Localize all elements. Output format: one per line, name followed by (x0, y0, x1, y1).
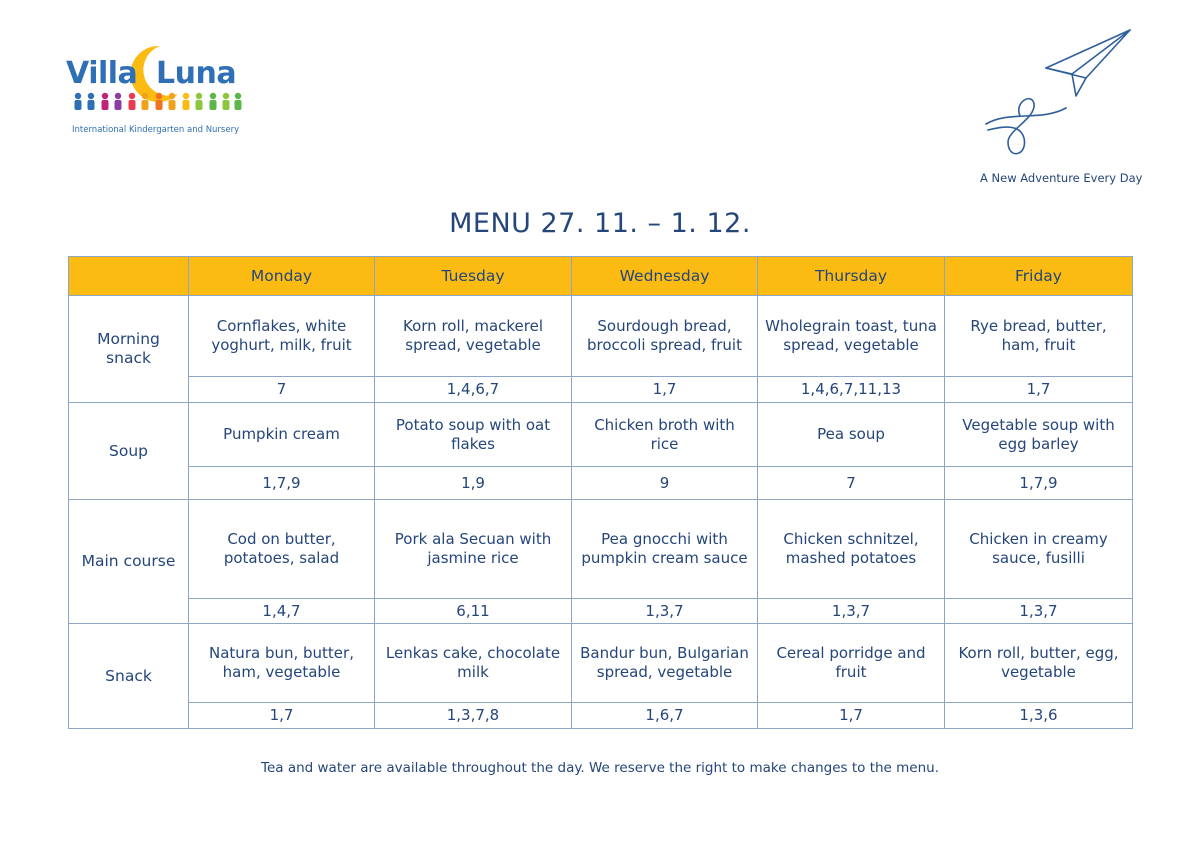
header-row (69, 257, 1133, 296)
dish-cell: Cornflakes, white yoghurt, milk, fruit (189, 296, 375, 377)
day-header-wednesday: Wednesday (572, 257, 758, 296)
logo-subtitle: International Kindergarten and Nursery (72, 125, 240, 135)
allergen-cell: 1,7 (189, 703, 375, 729)
allergen-cell: 1,3,7 (758, 599, 945, 624)
children-row-icon (72, 92, 242, 114)
allergen-cell: 1,7 (945, 377, 1133, 403)
allergen-cell: 1,3,6 (945, 703, 1133, 729)
dish-cell: Bandur bun, Bulgarian spread, vegetable (572, 624, 758, 703)
dish-cell: Lenkas cake, chocolate milk (375, 624, 572, 703)
dish-row-snack (69, 624, 1133, 703)
allergen-cell: 1,3,7 (945, 599, 1133, 624)
dish-row-soup (69, 403, 1133, 467)
dish-cell: Korn roll, mackerel spread, vegetable (375, 296, 572, 377)
day-header-friday: Friday (945, 257, 1133, 296)
allergen-cell: 1,6,7 (572, 703, 758, 729)
dish-row-morning-snack (69, 296, 1133, 377)
menu-table (68, 256, 1133, 729)
dish-row-main-course (69, 500, 1133, 599)
day-header-monday: Monday (189, 257, 375, 296)
dish-cell: Chicken schnitzel, mashed potatoes (758, 500, 945, 599)
dish-cell: Sourdough bread, broccoli spread, fruit (572, 296, 758, 377)
allergen-cell: 1,7,9 (189, 467, 375, 500)
allergen-row-morning-snack (69, 377, 1133, 403)
tagline: A New Adventure Every Day (980, 171, 1143, 185)
dish-cell: Chicken broth with rice (572, 403, 758, 467)
allergen-cell: 1,7,9 (945, 467, 1133, 500)
allergen-cell: 1,4,6,7,11,13 (758, 377, 945, 403)
footer-note: Tea and water are available throughout the day. We reserve the right to make changes to the menu. (261, 760, 939, 776)
day-header-tuesday: Tuesday (375, 257, 572, 296)
corner-cell (69, 257, 189, 296)
row-label-snack: Snack (69, 624, 189, 729)
dish-cell: Pumpkin cream (189, 403, 375, 467)
allergen-row-main-course (69, 599, 1133, 624)
dish-cell: Vegetable soup with egg barley (945, 403, 1133, 467)
row-label-soup: Soup (69, 403, 189, 500)
dish-cell: Potato soup with oat flakes (375, 403, 572, 467)
dish-cell: Korn roll, butter, egg, vegetable (945, 624, 1133, 703)
allergen-cell: 6,11 (375, 599, 572, 624)
allergen-cell: 9 (572, 467, 758, 500)
paper-plane-icon (980, 26, 1140, 162)
logo-word-luna: Luna (156, 56, 237, 91)
dish-cell: Chicken in creamy sauce, fusilli (945, 500, 1133, 599)
allergen-cell: 7 (189, 377, 375, 403)
allergen-cell: 1,4,7 (189, 599, 375, 624)
allergen-cell: 7 (758, 467, 945, 500)
allergen-row-soup (69, 467, 1133, 500)
page-title: MENU 27. 11. – 1. 12. (449, 208, 751, 239)
logo-word-villa: Villa (66, 56, 138, 91)
dish-cell: Cereal porridge and fruit (758, 624, 945, 703)
row-label-main-course: Main course (69, 500, 189, 624)
dish-cell: Wholegrain toast, tuna spread, vegetable (758, 296, 945, 377)
allergen-cell: 1,3,7 (572, 599, 758, 624)
dish-cell: Natura bun, butter, ham, vegetable (189, 624, 375, 703)
dish-cell: Pea gnocchi with pumpkin cream sauce (572, 500, 758, 599)
dish-cell: Cod on butter, potatoes, salad (189, 500, 375, 599)
villa-luna-logo (66, 44, 246, 140)
allergen-row-snack (69, 703, 1133, 729)
allergen-cell: 1,3,7,8 (375, 703, 572, 729)
dish-cell: Rye bread, butter, ham, fruit (945, 296, 1133, 377)
allergen-cell: 1,7 (572, 377, 758, 403)
day-header-thursday: Thursday (758, 257, 945, 296)
allergen-cell: 1,7 (758, 703, 945, 729)
row-label-morning-snack: Morning snack (69, 296, 189, 403)
dish-cell: Pea soup (758, 403, 945, 467)
allergen-cell: 1,9 (375, 467, 572, 500)
allergen-cell: 1,4,6,7 (375, 377, 572, 403)
dish-cell: Pork ala Secuan with jasmine rice (375, 500, 572, 599)
